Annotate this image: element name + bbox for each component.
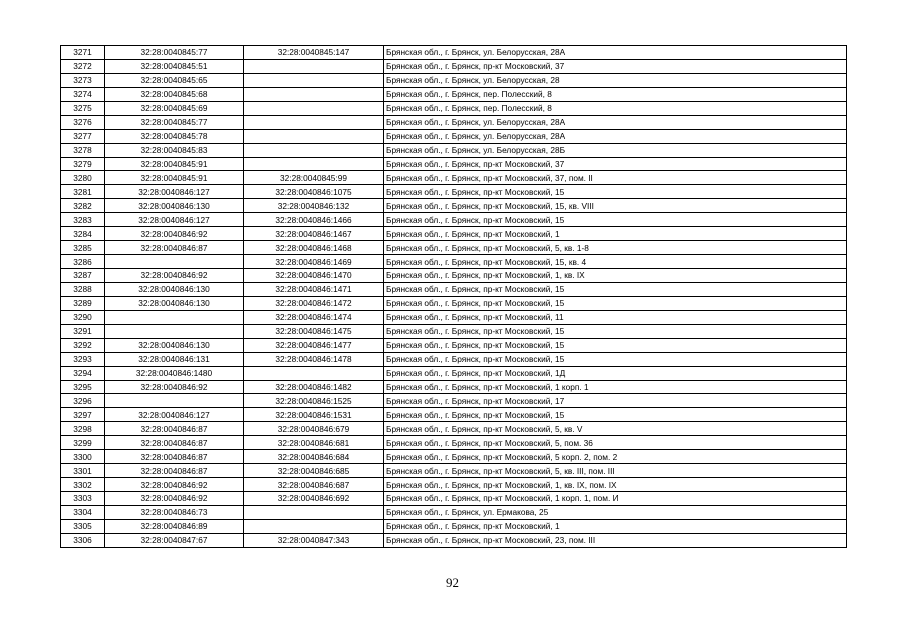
premises-cadastral-number-cell: 32:28:0040846:1467	[244, 227, 384, 241]
address-cell: Брянская обл., г. Брянск, пр-кт Московский, 15	[384, 408, 847, 422]
premises-cadastral-number-cell: 32:28:0040846:1474	[244, 310, 384, 324]
cadastral-table-body	[61, 46, 847, 548]
address-cell: Брянская обл., г. Брянск, пр-кт Московский, 1	[384, 519, 847, 533]
cadastral-number-cell: 32:28:0040846:89	[105, 519, 244, 533]
table-row	[61, 464, 847, 478]
table-row	[61, 143, 847, 157]
cadastral-number-cell: 32:28:0040846:131	[105, 352, 244, 366]
row-number-cell: 3273	[61, 73, 105, 87]
address-cell: Брянская обл., г. Брянск, пр-кт Московский, 15	[384, 185, 847, 199]
table-row	[61, 115, 847, 129]
premises-cadastral-number-cell: 32:28:0040846:684	[244, 450, 384, 464]
table-row	[61, 171, 847, 185]
cadastral-number-cell: 32:28:0040846:127	[105, 185, 244, 199]
premises-cadastral-number-cell: 32:28:0040846:1470	[244, 269, 384, 283]
table-row	[61, 519, 847, 533]
premises-cadastral-number-cell: 32:28:0040845:147	[244, 46, 384, 60]
premises-cadastral-number-cell: 32:28:0040846:1531	[244, 408, 384, 422]
premises-cadastral-number-cell: 32:28:0040845:99	[244, 171, 384, 185]
cadastral-number-cell: 32:28:0040846:127	[105, 408, 244, 422]
address-cell: Брянская обл., г. Брянск, пр-кт Московский, 37	[384, 157, 847, 171]
premises-cadastral-number-cell	[244, 129, 384, 143]
row-number-cell: 3290	[61, 310, 105, 324]
address-cell: Брянская обл., г. Брянск, пр-кт Московский, 17	[384, 394, 847, 408]
premises-cadastral-number-cell	[244, 519, 384, 533]
table-row	[61, 436, 847, 450]
address-cell: Брянская обл., г. Брянск, пр-кт Московский, 1 корп. 1	[384, 380, 847, 394]
row-number-cell: 3294	[61, 366, 105, 380]
address-cell: Брянская обл., г. Брянск, ул. Ермакова, 25	[384, 505, 847, 519]
premises-cadastral-number-cell	[244, 59, 384, 73]
table-row	[61, 492, 847, 506]
cadastral-number-cell: 32:28:0040845:51	[105, 59, 244, 73]
cadastral-number-cell: 32:28:0040845:78	[105, 129, 244, 143]
table-row	[61, 422, 847, 436]
cadastral-number-cell: 32:28:0040846:92	[105, 492, 244, 506]
address-cell: Брянская обл., г. Брянск, пр-кт Московский, 15	[384, 282, 847, 296]
premises-cadastral-number-cell: 32:28:0040846:1468	[244, 241, 384, 255]
premises-cadastral-number-cell	[244, 87, 384, 101]
table-row	[61, 87, 847, 101]
table-row	[61, 394, 847, 408]
address-cell: Брянская обл., г. Брянск, пр-кт Московский, 1, кв. IX	[384, 269, 847, 283]
address-cell: Брянская обл., г. Брянск, пр-кт Московский, 23, пом. III	[384, 533, 847, 547]
premises-cadastral-number-cell: 32:28:0040846:1478	[244, 352, 384, 366]
row-number-cell: 3274	[61, 87, 105, 101]
row-number-cell: 3304	[61, 505, 105, 519]
row-number-cell: 3305	[61, 519, 105, 533]
table-row	[61, 73, 847, 87]
table-row	[61, 59, 847, 73]
table-row	[61, 296, 847, 310]
table-row	[61, 185, 847, 199]
premises-cadastral-number-cell	[244, 157, 384, 171]
cadastral-number-cell: 32:28:0040845:77	[105, 46, 244, 60]
address-cell: Брянская обл., г. Брянск, пер. Полесский, 8	[384, 101, 847, 115]
cadastral-number-cell: 32:28:0040845:77	[105, 115, 244, 129]
cadastral-number-cell: 32:28:0040846:87	[105, 450, 244, 464]
row-number-cell: 3277	[61, 129, 105, 143]
cadastral-number-cell: 32:28:0040846:73	[105, 505, 244, 519]
cadastral-number-cell: 32:28:0040845:69	[105, 101, 244, 115]
row-number-cell: 3302	[61, 478, 105, 492]
address-cell: Брянская обл., г. Брянск, ул. Белорусская, 28А	[384, 115, 847, 129]
address-cell: Брянская обл., г. Брянск, пр-кт Московский, 5 корп. 2, пом. 2	[384, 450, 847, 464]
premises-cadastral-number-cell: 32:28:0040846:132	[244, 199, 384, 213]
address-cell: Брянская обл., г. Брянск, пр-кт Московский, 11	[384, 310, 847, 324]
row-number-cell: 3296	[61, 394, 105, 408]
cadastral-number-cell: 32:28:0040845:68	[105, 87, 244, 101]
address-cell: Брянская обл., г. Брянск, пр-кт Московский, 5, кв. V	[384, 422, 847, 436]
cadastral-number-cell: 32:28:0040846:127	[105, 213, 244, 227]
address-cell: Брянская обл., г. Брянск, пр-кт Московский, 15	[384, 324, 847, 338]
premises-cadastral-number-cell	[244, 505, 384, 519]
premises-cadastral-number-cell	[244, 366, 384, 380]
cadastral-number-cell: 32:28:0040846:92	[105, 380, 244, 394]
cadastral-number-cell: 32:28:0040846:87	[105, 422, 244, 436]
cadastral-number-cell: 32:28:0040846:130	[105, 282, 244, 296]
premises-cadastral-number-cell	[244, 115, 384, 129]
row-number-cell: 3299	[61, 436, 105, 450]
row-number-cell: 3295	[61, 380, 105, 394]
address-cell: Брянская обл., г. Брянск, пер. Полесский, 8	[384, 87, 847, 101]
premises-cadastral-number-cell: 32:28:0040846:1472	[244, 296, 384, 310]
address-cell: Брянская обл., г. Брянск, пр-кт Московский, 15, кв. VIII	[384, 199, 847, 213]
cadastral-number-cell: 32:28:0040845:91	[105, 171, 244, 185]
cadastral-number-cell: 32:28:0040846:1480	[105, 366, 244, 380]
premises-cadastral-number-cell: 32:28:0040846:1466	[244, 213, 384, 227]
row-number-cell: 3301	[61, 464, 105, 478]
premises-cadastral-number-cell: 32:28:0040846:1471	[244, 282, 384, 296]
cadastral-number-cell: 32:28:0040846:87	[105, 241, 244, 255]
cadastral-number-cell: 32:28:0040846:130	[105, 296, 244, 310]
address-cell: Брянская обл., г. Брянск, пр-кт Московский, 1, кв. IX, пом. IX	[384, 478, 847, 492]
row-number-cell: 3291	[61, 324, 105, 338]
row-number-cell: 3298	[61, 422, 105, 436]
address-cell: Брянская обл., г. Брянск, пр-кт Московский, 1	[384, 227, 847, 241]
address-cell: Брянская обл., г. Брянск, ул. Белорусская, 28А	[384, 46, 847, 60]
row-number-cell: 3283	[61, 213, 105, 227]
row-number-cell: 3279	[61, 157, 105, 171]
table-row	[61, 157, 847, 171]
table-row	[61, 505, 847, 519]
table-row	[61, 352, 847, 366]
table-row	[61, 380, 847, 394]
premises-cadastral-number-cell: 32:28:0040846:1477	[244, 338, 384, 352]
cadastral-number-cell: 32:28:0040846:130	[105, 199, 244, 213]
premises-cadastral-number-cell: 32:28:0040846:687	[244, 478, 384, 492]
row-number-cell: 3286	[61, 255, 105, 269]
cadastral-number-cell: 32:28:0040845:83	[105, 143, 244, 157]
address-cell: Брянская обл., г. Брянск, пр-кт Московский, 15	[384, 296, 847, 310]
row-number-cell: 3306	[61, 533, 105, 547]
table-row	[61, 478, 847, 492]
table-row	[61, 101, 847, 115]
premises-cadastral-number-cell	[244, 101, 384, 115]
cadastral-number-cell: 32:28:0040846:87	[105, 464, 244, 478]
premises-cadastral-number-cell: 32:28:0040846:681	[244, 436, 384, 450]
cadastral-number-cell: 32:28:0040847:67	[105, 533, 244, 547]
row-number-cell: 3297	[61, 408, 105, 422]
address-cell: Брянская обл., г. Брянск, пр-кт Московский, 5, пом. 36	[384, 436, 847, 450]
row-number-cell: 3292	[61, 338, 105, 352]
premises-cadastral-number-cell: 32:28:0040846:1469	[244, 255, 384, 269]
address-cell: Брянская обл., г. Брянск, ул. Белорусская, 28	[384, 73, 847, 87]
row-number-cell: 3276	[61, 115, 105, 129]
table-row	[61, 310, 847, 324]
table-row	[61, 282, 847, 296]
premises-cadastral-number-cell: 32:28:0040846:1475	[244, 324, 384, 338]
cadastral-number-cell: 32:28:0040846:92	[105, 478, 244, 492]
address-cell: Брянская обл., г. Брянск, пр-кт Московский, 1 корп. 1, пом. И	[384, 492, 847, 506]
address-cell: Брянская обл., г. Брянск, пр-кт Московский, 15	[384, 352, 847, 366]
address-cell: Брянская обл., г. Брянск, пр-кт Московский, 15, кв. 4	[384, 255, 847, 269]
row-number-cell: 3282	[61, 199, 105, 213]
premises-cadastral-number-cell: 32:28:0040846:1525	[244, 394, 384, 408]
premises-cadastral-number-cell: 32:28:0040846:692	[244, 492, 384, 506]
row-number-cell: 3284	[61, 227, 105, 241]
table-row	[61, 213, 847, 227]
row-number-cell: 3303	[61, 492, 105, 506]
cadastral-number-cell: 32:28:0040846:92	[105, 227, 244, 241]
table-row	[61, 227, 847, 241]
table-row	[61, 129, 847, 143]
cadastral-number-cell: 32:28:0040846:130	[105, 338, 244, 352]
premises-cadastral-number-cell: 32:28:0040846:685	[244, 464, 384, 478]
row-number-cell: 3272	[61, 59, 105, 73]
address-cell: Брянская обл., г. Брянск, пр-кт Московский, 5, кв. 1-8	[384, 241, 847, 255]
address-cell: Брянская обл., г. Брянск, пр-кт Московский, 1Д	[384, 366, 847, 380]
premises-cadastral-number-cell: 32:28:0040846:1075	[244, 185, 384, 199]
table-row	[61, 241, 847, 255]
address-cell: Брянская обл., г. Брянск, пр-кт Московский, 5, кв. III, пом. III	[384, 464, 847, 478]
address-cell: Брянская обл., г. Брянск, пр-кт Московский, 15	[384, 213, 847, 227]
table-row	[61, 533, 847, 547]
premises-cadastral-number-cell	[244, 73, 384, 87]
row-number-cell: 3280	[61, 171, 105, 185]
table-row	[61, 46, 847, 60]
table-row	[61, 255, 847, 269]
cadastral-table	[60, 45, 847, 548]
address-cell: Брянская обл., г. Брянск, ул. Белорусская, 28Б	[384, 143, 847, 157]
row-number-cell: 3285	[61, 241, 105, 255]
table-row	[61, 269, 847, 283]
premises-cadastral-number-cell: 32:28:0040846:679	[244, 422, 384, 436]
address-cell: Брянская обл., г. Брянск, пр-кт Московский, 15	[384, 338, 847, 352]
table-row	[61, 450, 847, 464]
cadastral-number-cell: 32:28:0040846:87	[105, 436, 244, 450]
table-row	[61, 338, 847, 352]
cadastral-number-cell: 32:28:0040845:91	[105, 157, 244, 171]
row-number-cell: 3275	[61, 101, 105, 115]
row-number-cell: 3300	[61, 450, 105, 464]
address-cell: Брянская обл., г. Брянск, ул. Белорусская, 28А	[384, 129, 847, 143]
cadastral-number-cell: 32:28:0040846:92	[105, 269, 244, 283]
address-cell: Брянская обл., г. Брянск, пр-кт Московский, 37, пом. II	[384, 171, 847, 185]
row-number-cell: 3281	[61, 185, 105, 199]
page-number: 92	[446, 575, 459, 590]
cadastral-number-cell	[105, 255, 244, 269]
table-row	[61, 199, 847, 213]
cadastral-number-cell: 32:28:0040845:65	[105, 73, 244, 87]
row-number-cell: 3293	[61, 352, 105, 366]
table-row	[61, 324, 847, 338]
row-number-cell: 3289	[61, 296, 105, 310]
address-cell: Брянская обл., г. Брянск, пр-кт Московский, 37	[384, 59, 847, 73]
row-number-cell: 3288	[61, 282, 105, 296]
row-number-cell: 3287	[61, 269, 105, 283]
premises-cadastral-number-cell: 32:28:0040846:1482	[244, 380, 384, 394]
row-number-cell: 3271	[61, 46, 105, 60]
row-number-cell: 3278	[61, 143, 105, 157]
premises-cadastral-number-cell	[244, 143, 384, 157]
premises-cadastral-number-cell: 32:28:0040847:343	[244, 533, 384, 547]
table-row	[61, 408, 847, 422]
cadastral-number-cell	[105, 394, 244, 408]
table-row	[61, 366, 847, 380]
cadastral-number-cell	[105, 324, 244, 338]
cadastral-number-cell	[105, 310, 244, 324]
